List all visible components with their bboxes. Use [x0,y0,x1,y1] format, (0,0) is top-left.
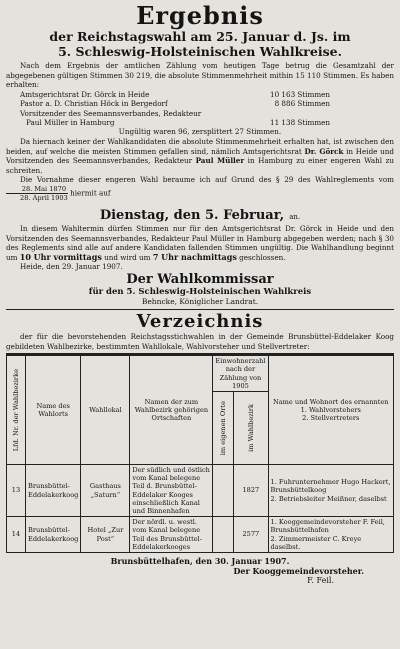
voting-rules-paragraph [6,224,394,262]
header-v2: 2. Stellvertreters [302,414,360,423]
invalid-votes-line: Ungültig waren 96, zersplittert 27 Stimmen. [118,127,282,137]
cell-ort: Brunsbüttel-Eddelakerkoog [26,517,81,553]
runoff-text-post: in Hamburg zu einer engeren Wahl zu schreiten. [6,156,394,175]
runoff-paragraph [6,137,394,175]
results-table [20,90,330,128]
subtitle-line-2: 5. Schleswig-Holsteinischen Wahlkreise. [58,44,342,59]
kommissar-title: Der Wahlkommissar [126,271,274,287]
signature-name: F. Feil. [307,575,334,585]
header-wahlbezirk: im Wahlbezirk [234,391,268,464]
document-title: Ergebnis [136,1,264,30]
polling-districts-table [6,355,394,553]
verzeichnis-title: Verzeichnis [136,310,264,332]
voting-rules-pre: In diesem Wahltermin dürfen Stimmen nur für den Amtsgerichtsrat Dr. Görck in Heide und den Vorsitzenden des Seemannsverbandes, Redakteur Paul Müller in Hamburg abgegeben werden; nach § 30 des Reglements sind alle auf andere Kandidaten fallenden Stimmen ungültig. Die Wahlhandlung beginnt um [6,223,394,262]
result-row [20,90,330,99]
table-row [7,517,394,553]
vorsteher-1: 1. Fuhrunternehmer Hugo Hackert, Brunsbüttelkoog [270,478,391,495]
cell-nr: 13 [7,464,26,516]
header-einwohner: Einwohnerzahl nach der Zählung von 1905 [213,356,268,392]
cell-nr: 14 [7,517,26,553]
scheduling-tail: hiermit auf [70,188,111,198]
kommissar-district: für den 5. Schleswig-Holsteinischen Wahlkreis [88,286,312,297]
cell-vorsteher [268,517,394,553]
voting-rules-post: geschlossen. [239,252,286,262]
place-date-2: Brunsbüttelhafen, den 30. Januar 1907. [110,555,290,566]
cell-lokal: Hotel „Zur Post“ [81,517,130,553]
election-date-line [6,204,394,223]
cell-lokal: Gasthaus „Saturn“ [81,464,130,516]
candidate-2-name: Paul Müller [195,156,245,166]
reglement-date-top: 28. Mai 1870 [6,185,68,194]
voting-end-time: 7 Uhr nachmittags [152,251,237,262]
cell-bezirk: 2577 [234,517,268,553]
vorsteher-1: 1. Kooggemeindevorsteher F. Feil, Brunsbüttelhafen [270,518,385,535]
header-nr: Lfd. Nr. der Wahlbezirke [7,356,26,465]
header-vorsteher-title: Name und Wohnort des ernannten [272,397,389,406]
reglement-date-bottom: 28. April 1903 [20,193,68,202]
kommissar-name: Behncke, Königlicher Landrat. [141,296,259,306]
election-date: Dienstag, den 5. Februar, [99,207,285,223]
candidate-votes: 10 163 Stimmen [270,89,331,99]
table-header-row [7,356,394,392]
cell-vorsteher [268,464,394,516]
reglement-dates [6,185,68,202]
header-ortschaften: Namen der zum Wahlbezirk gehörigen Ortschaften [130,356,213,465]
voting-start-time: 10 Uhr vormittags [19,251,102,262]
result-row [20,109,330,118]
header-eigen: im eigenen Orte [213,391,234,464]
intro-paragraph: Nach dem Ergebnis der amtlichen Zählung vom heutigen Tage betrug die Gesamtzahl der abgegebenen gültigen Stimmen 30 219, die absolute Stimmenmehrheit mithin 15 110 Stimmen. Es haben erhalten: [6,61,394,90]
header-ort: Name des Wahlorts [26,356,81,465]
candidate-votes: 11 138 Stimmen [270,118,331,127]
signature-title: Der Kooggemeindevorsteher. [233,565,364,576]
cell-ortschaften: Der nördl. u. westl. vom Kanal belegene Teil des Brunsbüttel-Eddelakerkooges [130,517,213,553]
cell-eigen [213,464,234,516]
header-lokal: Wahllokal [81,356,130,465]
cell-ortschaften: Der südlich und östlich vom Kanal belegene Teil d. Brunsbüttel-Eddelaker Kooges einschließlich Kanal und Binnenhafen [130,464,213,516]
cell-eigen [213,517,234,553]
election-date-suffix: an. [289,212,301,221]
cell-ort: Brunsbüttel-Eddelakerkoog [26,464,81,516]
candidate-name: Pastor a. D. Christian Höck in Bergedorf [20,99,168,109]
candidate-1-name: Dr. Görck [304,146,344,156]
vorsteher-2: 2. Betriebsleiter Meißner, daselbst [270,494,387,503]
voting-rules-mid: und wird um [104,252,151,262]
candidate-votes [270,109,330,118]
header-v1: 1. Wahlvorstehers [300,405,361,414]
candidate-name: Paul Müller in Hamburg [26,118,115,127]
candidate-name: Vorsitzender des Seemannsverbandes, Redakteur [20,108,202,118]
subtitle-line-1: der Reichstagswahl am 25. Januar d. Js. im [49,29,351,44]
section-divider [6,309,394,310]
runoff-text-pre: Da hiernach keiner der Wahlkandidaten die absolute Stimmenmehrheit erhalten hat, ist zwischen den beiden, auf welche die meisten Stimmen gefallen sind, nämlich Amtsgerichtsrat [6,137,394,156]
cell-bezirk: 1827 [234,464,268,516]
candidate-votes: 8 886 Stimmen [274,99,331,109]
scheduling-paragraph [6,175,394,202]
result-row [20,99,330,108]
runoff-text-mid: in Heide und Vorsitzenden des Seemannsverbandes, Redakteur [6,146,394,166]
verzeichnis-intro: der für die bevorstehenden Reichstagsstichwahlen in der Gemeinde Brunsbüttel-Eddelaker Koog gebildeten Wahlbezirke, bestimmten Wahllokale, Wahlvorsteher und Stellvertreter: [6,331,394,351]
header-vorsteher [268,356,394,465]
candidate-name: Amtsgerichtsrat Dr. Görck in Heide [20,89,150,99]
vorsteher-2: 2. Zimmermeister C. Kreye daselbst. [270,534,362,551]
result-row [20,118,330,127]
scheduling-text: Die Vornahme dieser engeren Wahl beraume ich auf Grund des § 29 des Wahlreglements vom [20,175,394,185]
place-date-1: Heide, den 29. Januar 1907. [20,262,123,272]
table-row [7,464,394,516]
